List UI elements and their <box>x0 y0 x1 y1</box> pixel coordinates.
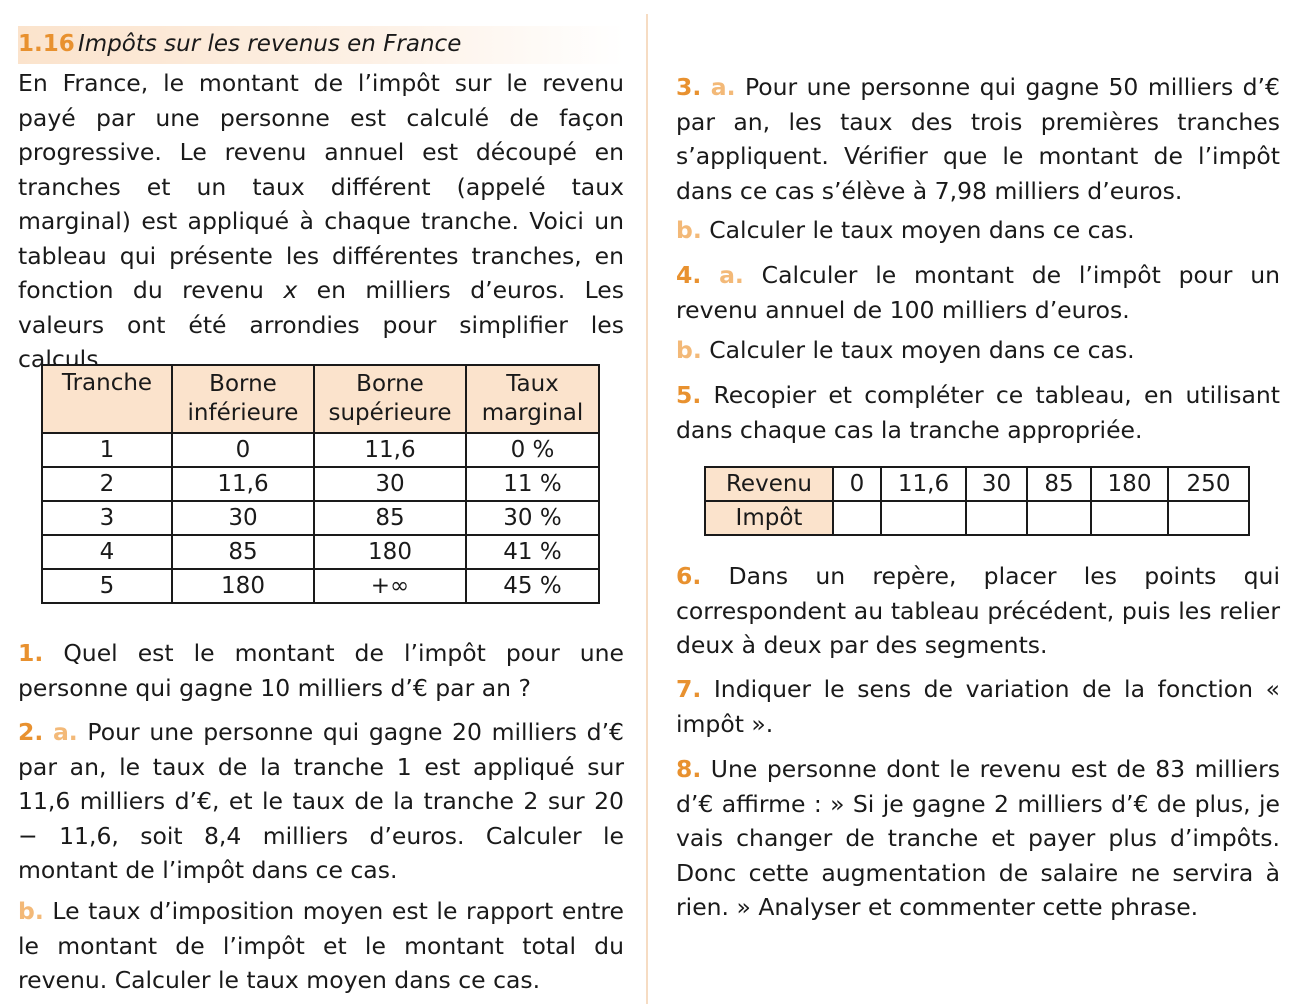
brackets-table <box>41 364 600 604</box>
income-table <box>704 466 1250 536</box>
table-row: 4 85 180 41 % <box>42 535 599 569</box>
question-8: 8. Une personne dont le revenu est de 83 milliers d’€ affirme : » Si je gagne 2 milliers d’€ de plus, je vais changer de tranche et payer plus d’impôts. Donc cette augmentation de salaire ne servira à rien. » Analyser et commenter cette phrase. <box>676 755 1280 921</box>
exercise-header <box>18 26 624 64</box>
table-row: 5 180 +∞ 45 % <box>42 569 599 603</box>
brackets-table-header <box>42 365 599 433</box>
question-5: 5. Recopier et compléter ce tableau, en utilisant dans chaque cas la tranche appropriée. <box>676 381 1280 444</box>
exercise-title: Impôts sur les revenus en France <box>78 31 462 57</box>
question-7: 7. Indiquer le sens de variation de la fonction « impôt ». <box>676 675 1280 738</box>
column-divider <box>646 14 648 1004</box>
table-row: 2 11,6 30 11 % <box>42 467 599 501</box>
question-3b: b. Calculer le taux moyen dans ce cas. <box>676 216 1135 244</box>
question-1: 1. Quel est le montant de l’impôt pour une personne qui gagne 10 milliers d’€ par an ? <box>18 639 624 702</box>
question-4b: b. Calculer le taux moyen dans ce cas. <box>676 336 1135 364</box>
header-tranche: Tranche <box>42 365 172 433</box>
variable-x: x <box>283 276 298 304</box>
question-2b: b. Le taux d’imposition moyen est le rapport entre le montant de l’impôt et le montant total du revenu. Calculer le taux moyen dans ce cas. <box>18 897 624 994</box>
exercise-number: 1.16 <box>18 31 75 57</box>
header-taux-marginal: Taux marginal <box>466 365 599 433</box>
header-borne-inferieure: Borne inférieure <box>172 365 314 433</box>
intro-paragraph: En France, le montant de l’impôt sur le revenu payé par une personne est calculé de façon progressive. Le revenu annuel est découpé en tranches et un taux différent (appelé taux marginal) est appliqué à chaque tranche. Voici un tableau qui présente les différentes tranches, en fonction du revenu x en milliers d’euros. Les valeurs ont été arrondies pour simplifier les calculs. <box>18 69 624 373</box>
header-borne-superieure: Borne supérieure <box>314 365 466 433</box>
question-3a: 3. a. Pour une personne qui gagne 50 milliers d’€ par an, les taux des trois premières tranches s’appliquent. Vérifier que le montant de l’impôt dans ce cas s’élève à 7,98 milliers d’euros. <box>676 73 1280 205</box>
revenu-label: Revenu <box>705 467 833 501</box>
table-row: 3 30 85 30 % <box>42 501 599 535</box>
question-2a: 2. a. Pour une personne qui gagne 20 milliers d’€ par an, le taux de la tranche 1 est appliqué sur 11,6 milliers d’€, et le taux de la tranche 2 sur 20 − 11,6, soit 8,4 milliers d’euros. Calculer le montant de l’impôt dans ce cas. <box>18 718 624 884</box>
question-4a: 4. a. Calculer le montant de l’impôt pour un revenu annuel de 100 milliers d’euros. <box>676 261 1280 324</box>
question-6: 6. Dans un repère, placer les points qui correspondent au tableau précédent, puis les relier deux à deux par des segments. <box>676 562 1280 659</box>
impot-row <box>705 501 1249 535</box>
income-row: Revenu 0 11,6 30 85 180 250 <box>705 467 1249 501</box>
impot-label: Impôt <box>705 501 833 535</box>
table-row: 1 0 11,6 0 % <box>42 433 599 467</box>
